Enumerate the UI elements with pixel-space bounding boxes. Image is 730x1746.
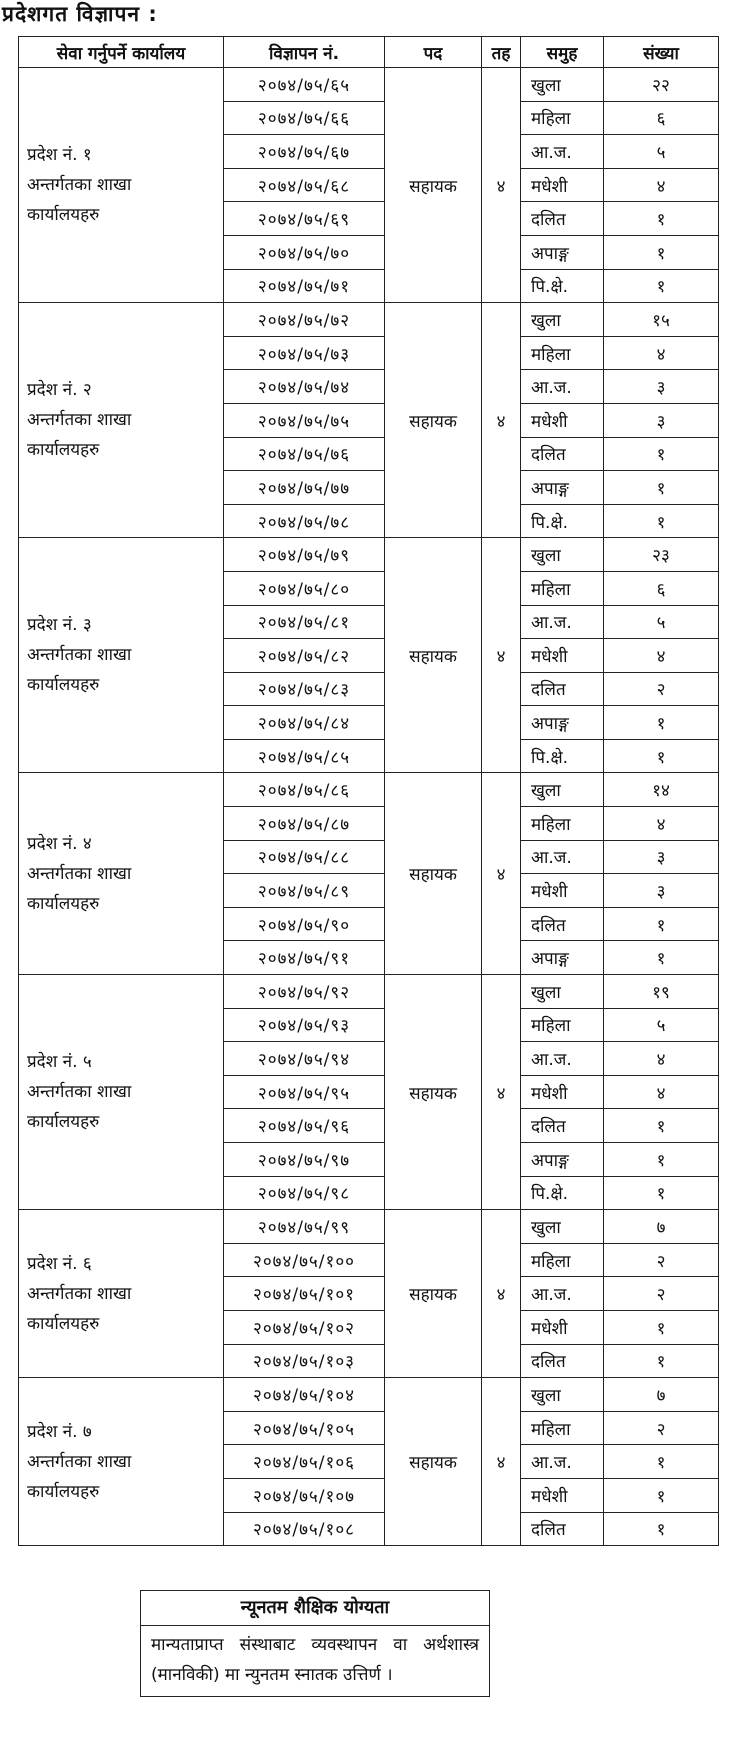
ad-number-cell: २०७४/७५/१०५ — [224, 1411, 385, 1445]
group-cell: खुला — [521, 538, 604, 572]
post-cell: सहायक — [385, 538, 482, 773]
group-cell: मधेशी — [521, 1310, 604, 1344]
count-cell: १ — [604, 1143, 719, 1177]
header-post: पद — [385, 37, 482, 68]
count-cell: ३ — [604, 370, 719, 404]
group-cell: पि.क्षे. — [521, 1176, 604, 1210]
group-cell: दलित — [521, 1109, 604, 1143]
group-cell: आ.ज. — [521, 840, 604, 874]
office-cell — [19, 68, 224, 303]
group-cell: आ.ज. — [521, 1445, 604, 1479]
office-cell — [19, 303, 224, 538]
group-cell: मधेशी — [521, 168, 604, 202]
ad-number-cell: २०७४/७५/८३ — [224, 672, 385, 706]
count-cell: १ — [604, 1310, 719, 1344]
count-cell: १ — [604, 269, 719, 303]
count-cell: ३ — [604, 874, 719, 908]
ad-number-cell: २०७४/७५/८७ — [224, 807, 385, 841]
qualification-heading: न्यूनतम शैक्षिक योग्यता — [141, 1591, 489, 1626]
level-cell: ४ — [482, 303, 521, 538]
count-cell: १ — [604, 1109, 719, 1143]
table-row — [19, 68, 719, 102]
ad-number-cell: २०७४/७५/९९ — [224, 1210, 385, 1244]
ad-number-cell: २०७४/७५/६५ — [224, 68, 385, 102]
table-header-row — [19, 37, 719, 68]
group-cell: आ.ज. — [521, 135, 604, 169]
level-cell: ४ — [482, 1378, 521, 1546]
group-cell: महिला — [521, 1243, 604, 1277]
header-ad-number: विज्ञापन नं. — [224, 37, 385, 68]
count-cell: १ — [604, 471, 719, 505]
group-cell: महिला — [521, 1008, 604, 1042]
ad-number-cell: २०७४/७५/७९ — [224, 538, 385, 572]
group-cell: मधेशी — [521, 639, 604, 673]
office-line: अन्तर्गतका शाखा — [27, 175, 132, 196]
table-row — [19, 1210, 719, 1244]
office-line: प्रदेश नं. ६ — [27, 1253, 92, 1274]
office-line: कार्यालयहरु — [27, 205, 100, 226]
group-cell: मधेशी — [521, 1478, 604, 1512]
table-row — [19, 303, 719, 337]
group-cell: मधेशी — [521, 403, 604, 437]
post-cell: सहायक — [385, 303, 482, 538]
office-cell — [19, 975, 224, 1210]
ad-number-cell: २०७४/७५/९४ — [224, 1042, 385, 1076]
group-cell: खुला — [521, 975, 604, 1009]
group-cell: अपाङ्ग — [521, 471, 604, 505]
group-cell: आ.ज. — [521, 370, 604, 404]
office-line: अन्तर्गतका शाखा — [27, 1082, 132, 1103]
group-cell: खुला — [521, 773, 604, 807]
ad-number-cell: २०७४/७५/७२ — [224, 303, 385, 337]
group-cell: अपाङ्ग — [521, 941, 604, 975]
count-cell: १ — [604, 1344, 719, 1378]
ad-number-cell: २०७४/७५/१०८ — [224, 1512, 385, 1546]
group-cell: खुला — [521, 303, 604, 337]
group-cell: महिला — [521, 571, 604, 605]
ad-number-cell: २०७४/७५/१०१ — [224, 1277, 385, 1311]
group-cell: महिला — [521, 1411, 604, 1445]
group-cell: आ.ज. — [521, 1277, 604, 1311]
table-body — [19, 68, 719, 1546]
table-row — [19, 975, 719, 1009]
ad-number-cell: २०७४/७५/८९ — [224, 874, 385, 908]
count-cell: १ — [604, 941, 719, 975]
count-cell: १ — [604, 739, 719, 773]
office-line: कार्यालयहरु — [27, 675, 100, 696]
group-cell: पि.क्षे. — [521, 269, 604, 303]
ad-number-cell: २०७४/७५/७३ — [224, 336, 385, 370]
level-cell: ४ — [482, 1210, 521, 1378]
ad-number-cell: २०७४/७५/९० — [224, 907, 385, 941]
office-line: कार्यालयहरु — [27, 1112, 100, 1133]
count-cell: १ — [604, 235, 719, 269]
count-cell: १ — [604, 1478, 719, 1512]
count-cell: १९ — [604, 975, 719, 1009]
ad-number-cell: २०७४/७५/८० — [224, 571, 385, 605]
count-cell: २ — [604, 672, 719, 706]
ad-number-cell: २०७४/७५/१०२ — [224, 1310, 385, 1344]
count-cell: ५ — [604, 1008, 719, 1042]
level-cell: ४ — [482, 68, 521, 303]
ad-number-cell: २०७४/७५/९१ — [224, 941, 385, 975]
ad-number-cell: २०७४/७५/८५ — [224, 739, 385, 773]
office-line: प्रदेश नं. १ — [27, 145, 92, 166]
ad-number-cell: २०७४/७५/१०० — [224, 1243, 385, 1277]
table-row — [19, 538, 719, 572]
post-cell: सहायक — [385, 975, 482, 1210]
count-cell: ४ — [604, 336, 719, 370]
level-cell: ४ — [482, 538, 521, 773]
count-cell: १ — [604, 1512, 719, 1546]
ad-number-cell: २०७४/७५/१०४ — [224, 1378, 385, 1412]
group-cell: मधेशी — [521, 1075, 604, 1109]
page-title: प्रदेशगत विज्ञापन : — [2, 2, 158, 26]
header-group: समुह — [521, 37, 604, 68]
group-cell: खुला — [521, 1378, 604, 1412]
post-cell: सहायक — [385, 68, 482, 303]
ad-number-cell: २०७४/७५/६६ — [224, 101, 385, 135]
count-cell: २ — [604, 1277, 719, 1311]
count-cell: १ — [604, 437, 719, 471]
ad-number-cell: २०७४/७५/१०३ — [224, 1344, 385, 1378]
count-cell: १५ — [604, 303, 719, 337]
group-cell: आ.ज. — [521, 1042, 604, 1076]
ad-number-cell: २०७४/७५/९२ — [224, 975, 385, 1009]
ad-number-cell: २०७४/७५/८८ — [224, 840, 385, 874]
count-cell: १ — [604, 1176, 719, 1210]
group-cell: पि.क्षे. — [521, 504, 604, 538]
ad-number-cell: २०७४/७५/९५ — [224, 1075, 385, 1109]
count-cell: ४ — [604, 1075, 719, 1109]
group-cell: दलित — [521, 202, 604, 236]
post-cell: सहायक — [385, 1210, 482, 1378]
group-cell: आ.ज. — [521, 605, 604, 639]
group-cell: दलित — [521, 907, 604, 941]
count-cell: १ — [604, 202, 719, 236]
group-cell: अपाङ्ग — [521, 1143, 604, 1177]
header-level: तह — [482, 37, 521, 68]
count-cell: ३ — [604, 840, 719, 874]
office-line: प्रदेश नं. ४ — [27, 833, 92, 854]
group-cell: दलित — [521, 1512, 604, 1546]
ad-number-cell: २०७४/७५/९८ — [224, 1176, 385, 1210]
post-cell: सहायक — [385, 773, 482, 975]
count-cell: १ — [604, 907, 719, 941]
ad-number-cell: २०७४/७५/८२ — [224, 639, 385, 673]
ad-number-cell: २०७४/७५/८६ — [224, 773, 385, 807]
ad-number-cell: २०७४/७५/६७ — [224, 135, 385, 169]
post-cell: सहायक — [385, 1378, 482, 1546]
level-cell: ४ — [482, 773, 521, 975]
count-cell: ४ — [604, 1042, 719, 1076]
group-cell: मधेशी — [521, 874, 604, 908]
ad-number-cell: २०७४/७५/७६ — [224, 437, 385, 471]
count-cell: ७ — [604, 1378, 719, 1412]
group-cell: पि.क्षे. — [521, 739, 604, 773]
count-cell: ३ — [604, 403, 719, 437]
ad-number-cell: २०७४/७५/१०७ — [224, 1478, 385, 1512]
ad-number-cell: २०७४/७५/१०६ — [224, 1445, 385, 1479]
office-line: कार्यालयहरु — [27, 893, 100, 914]
office-line: अन्तर्गतका शाखा — [27, 863, 132, 884]
table-row — [19, 773, 719, 807]
advertisement-table — [18, 36, 719, 1546]
count-cell: २३ — [604, 538, 719, 572]
count-cell: ५ — [604, 605, 719, 639]
group-cell: दलित — [521, 437, 604, 471]
group-cell: महिला — [521, 101, 604, 135]
count-cell: ४ — [604, 168, 719, 202]
group-cell: अपाङ्ग — [521, 706, 604, 740]
ad-number-cell: २०७४/७५/७४ — [224, 370, 385, 404]
count-cell: ६ — [604, 101, 719, 135]
group-cell: खुला — [521, 1210, 604, 1244]
count-cell: ५ — [604, 135, 719, 169]
count-cell: ४ — [604, 639, 719, 673]
count-cell: ६ — [604, 571, 719, 605]
table-row — [19, 1378, 719, 1412]
office-line: अन्तर्गतका शाखा — [27, 645, 132, 666]
office-cell — [19, 773, 224, 975]
office-cell — [19, 1378, 224, 1546]
group-cell: महिला — [521, 807, 604, 841]
ad-number-cell: २०७४/७५/९६ — [224, 1109, 385, 1143]
count-cell: २ — [604, 1411, 719, 1445]
count-cell: १ — [604, 1445, 719, 1479]
header-office: सेवा गर्नुपर्ने कार्यालय — [19, 37, 224, 68]
count-cell: १ — [604, 504, 719, 538]
group-cell: खुला — [521, 68, 604, 102]
office-cell — [19, 1210, 224, 1378]
count-cell: १४ — [604, 773, 719, 807]
ad-number-cell: २०७४/७५/७५ — [224, 403, 385, 437]
office-line: प्रदेश नं. ७ — [27, 1421, 92, 1442]
ad-number-cell: २०७४/७५/८४ — [224, 706, 385, 740]
ad-number-cell: २०७४/७५/७१ — [224, 269, 385, 303]
qualification-text: मान्यताप्राप्त संस्थाबाट व्यवस्थापन वा अर्थशास्त्र (मानविकी) मा न्युनतम स्नातक उत्तिर्ण । — [151, 1635, 479, 1685]
count-cell: २ — [604, 1243, 719, 1277]
ad-number-cell: २०७४/७५/७८ — [224, 504, 385, 538]
office-line: अन्तर्गतका शाखा — [27, 1451, 132, 1472]
header-count: संख्या — [604, 37, 719, 68]
office-line: अन्तर्गतका शाखा — [27, 410, 132, 431]
office-line: कार्यालयहरु — [27, 1481, 100, 1502]
office-line: कार्यालयहरु — [27, 440, 100, 461]
ad-number-cell: २०७४/७५/७० — [224, 235, 385, 269]
ad-number-cell: २०७४/७५/६८ — [224, 168, 385, 202]
group-cell: महिला — [521, 336, 604, 370]
ad-number-cell: २०७४/७५/६९ — [224, 202, 385, 236]
office-line: कार्यालयहरु — [27, 1313, 100, 1334]
qualification-box — [140, 1590, 490, 1697]
group-cell: दलित — [521, 1344, 604, 1378]
group-cell: अपाङ्ग — [521, 235, 604, 269]
ad-number-cell: २०७४/७५/७७ — [224, 471, 385, 505]
ad-number-cell: २०७४/७५/८१ — [224, 605, 385, 639]
count-cell: ४ — [604, 807, 719, 841]
count-cell: २२ — [604, 68, 719, 102]
office-line: प्रदेश नं. ३ — [27, 615, 92, 636]
ad-number-cell: २०७४/७५/९७ — [224, 1143, 385, 1177]
ad-number-cell: २०७४/७५/९३ — [224, 1008, 385, 1042]
office-line: अन्तर्गतका शाखा — [27, 1283, 132, 1304]
group-cell: दलित — [521, 672, 604, 706]
office-cell — [19, 538, 224, 773]
count-cell: १ — [604, 706, 719, 740]
count-cell: ७ — [604, 1210, 719, 1244]
office-line: प्रदेश नं. २ — [27, 380, 92, 401]
office-line: प्रदेश नं. ५ — [27, 1052, 92, 1073]
level-cell: ४ — [482, 975, 521, 1210]
